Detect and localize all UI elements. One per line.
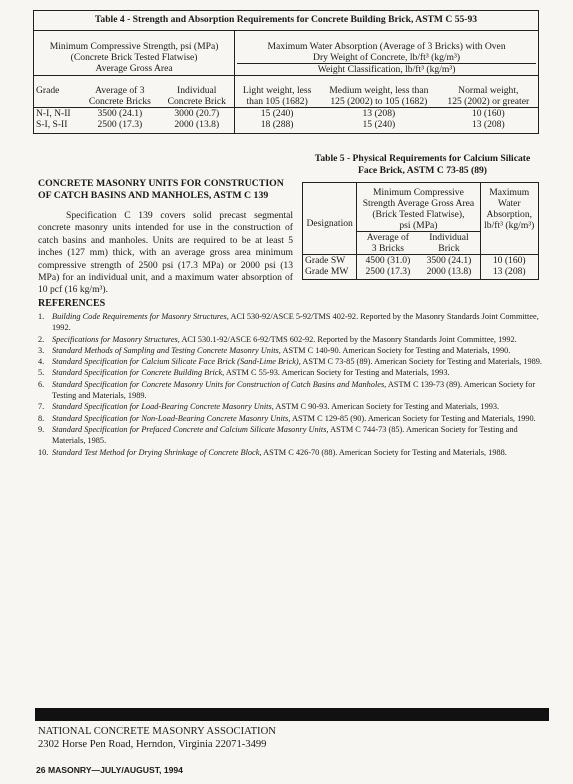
reference-item: 5. Standard Specification for Concrete Building Brick, ASTM C 55-93. American Society for Testing and Materials, 1993. (38, 368, 450, 378)
col-designation: Designation (303, 183, 357, 255)
section-body: Specification C 139 covers solid precast segmental concrete masonry units intended for use in the construction of catch basins and manholes. Units are required to be at least 5 inches (127 mm) thick, with an average gross area minimum compressive strength of 2500 psi (17.3 MPa) or 2000 psi (13 MPa) for an individual unit, and a maximum water absorption of 10 pcf (16 kg/m³). (38, 210, 293, 296)
table-5 (302, 182, 539, 280)
col-medium-weight: Medium weight, less than 125 (2002) to 105 (1682) (319, 76, 438, 108)
reference-item: 8. Standard Specification for Non-Load-Bearing Concrete Masonry Units, ASTM C 129-85 (90). American Society for Testing and Materials, 1990. (38, 413, 536, 423)
col-individual: Individual Concrete Brick (159, 76, 234, 108)
reference-item: 1. Building Code Requirements for Masonry Structures, ACI 530-92/ASCE 5-92/TMS 402-92. Reported by the Masonry Standards Joint Committee, 1992. (38, 312, 539, 333)
page-number-line: 26 MASONRY—JULY/AUGUST, 1994 (36, 765, 183, 775)
table-4-absorption-head: Maximum Water Absorption (Average of 3 Bricks) with Oven Dry Weight of Concrete, lb/ft³ (kg/m³) Weight Classification, lb/ft³ (kg/m³) (235, 31, 539, 76)
table-row: Grade MW 2500 (17.3) 2000 (13.8) 13 (208) (303, 266, 539, 280)
table-5-absorption-head: Maximum Water Absorption, lb/ft³ (kg/m³) (484, 187, 535, 231)
reference-item: 6. Standard Specification for Concrete Masonry Units for Construction of Catch Basins and Manholes, ASTM C 139-73 (89). American Society for Testing and Materials, 1989. (38, 379, 536, 401)
table-5-title: Table 5 - Physical Requirements for Calcium Silicate Face Brick, ASTM C 73-85 (89) (314, 153, 531, 176)
table-row: S-I, S-II 2500 (17.3) 2000 (13.8) 18 (288) 15 (240) 13 (208) (34, 119, 539, 134)
table-4 (33, 10, 539, 134)
reference-item: 9. Standard Specification for Prefaced Concrete and Calcium Silicate Masonry Units, ASTM C 744-73 (85). American Society for Testing and Materials, 1985. (38, 424, 518, 446)
reference-item: 10. Standard Test Method for Drying Shrinkage of Concrete Block, ASTM C 426-70 (88). American Society for Testing and Materials, 1988. (38, 447, 507, 457)
table-row: Grade SW 4500 (31.0) 3500 (24.1) 10 (160) (303, 255, 539, 267)
reference-item: 7. Standard Specification for Load-Bearing Concrete Masonry Units, ASTM C 90-93. American Society for Testing and Materials, 1993. (38, 402, 500, 412)
section-heading: CONCRETE MASONRY UNITS FOR CONSTRUCTION OF CATCH BASINS AND MANHOLES, ASTM C 139 (38, 178, 284, 201)
col-light-weight: Light weight, less than 105 (1682) (235, 76, 320, 108)
col-average-3: Average of 3 Concrete Bricks (80, 76, 159, 108)
footer-bar (35, 708, 549, 721)
col-grade: Grade (34, 76, 81, 108)
footer-address: 2302 Horse Pen Road, Herndon, Virginia 22071-3499 (38, 739, 267, 750)
col-average-3-bricks: Average of 3 Bricks (357, 232, 419, 255)
table-4-compressive-head: Minimum Compressive Strength, psi (MPa) (Concrete Brick Tested Flatwise) Average Gross Area (34, 31, 235, 76)
footer-organization: NATIONAL CONCRETE MASONRY ASSOCIATION (38, 726, 276, 737)
reference-item: 2. Specifications for Masonry Structures, ACI 530.1-92/ASCE 6-92/TMS 602-92. Reported by the Masonry Standards Joint Committee, 1992. (38, 334, 517, 344)
references-title: REFERENCES (38, 298, 106, 309)
col-individual-brick: Individual Brick (418, 232, 480, 255)
reference-item: 3. Standard Methods of Sampling and Testing Concrete Masonry Units, ASTM C 140-90. American Society for Testing and Materials, 1990. (38, 345, 511, 355)
table-row: N-I, N-II 3500 (24.1) 3000 (20.7) 15 (240) 13 (208) 10 (160) (34, 108, 539, 120)
references-list (38, 311, 550, 458)
col-normal-weight: Normal weight, 125 (2002) or greater (439, 76, 539, 108)
table-4-title: Table 4 - Strength and Absorption Requirements for Concrete Building Brick, ASTM C 55-93 (34, 11, 539, 31)
reference-item: 4. Standard Specification for Calcium Silicate Face Brick (Sand-Lime Brick), ASTM C 73-85 (89). American Society for Testing and Materials, 1989. (38, 357, 542, 367)
table-5-compressive-head: Minimum Compressive Strength Average Gross Area (Brick Tested Flatwise), psi (MPa) (357, 183, 480, 232)
